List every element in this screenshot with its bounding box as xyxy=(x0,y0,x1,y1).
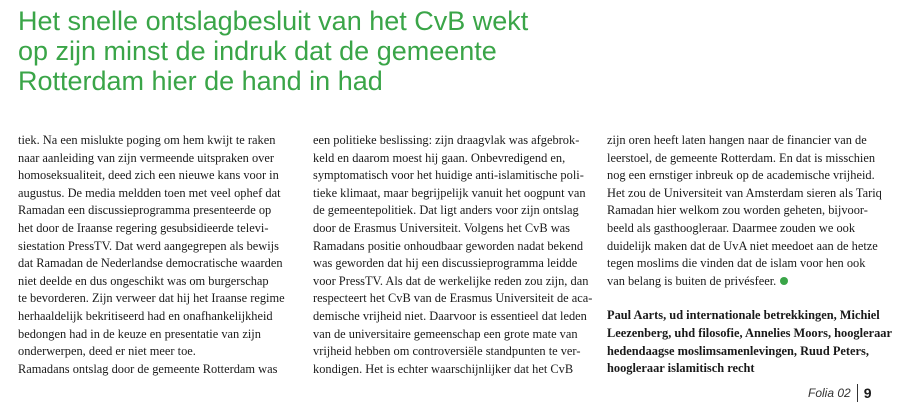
text-line: te bevorderen. Zijn verweer dat hij het Iraanse regime xyxy=(18,291,285,306)
text-line: tieke klimaat, maar begrijpelijk vanuit het oogpunt van xyxy=(313,185,586,200)
text-line: keld en daarom moest hij gaan. Onbevredigend en, xyxy=(313,150,566,165)
text-line: bedongen had in de keuze en presentatie van zijn xyxy=(18,326,261,341)
text-line: respecteert het CvB van de Erasmus Universiteit de aca- xyxy=(313,291,593,306)
text-line-last xyxy=(607,273,892,291)
text-line: Ramadan hier welkom zou worden geheten, bijvoor- xyxy=(607,203,868,218)
text-line: tegen moslims die vinden dat de islam voor hen ook xyxy=(607,256,866,271)
text-line: duidelijk maken dat de UvA niet meedoet aan de hetze xyxy=(607,238,878,253)
text-line-content: van belang is buiten de privésfeer. xyxy=(607,273,777,288)
article-column-2 xyxy=(313,132,595,378)
text-line: symptomatisch voor het huidige anti-islamitische poli- xyxy=(313,168,584,183)
text-line: kondigen. Het is echter waarschijnlijker dat het CvB xyxy=(313,361,574,376)
text-line: Ramadan een discussieprogramma presenteerde op xyxy=(18,203,272,218)
text-line: leerstoel, de gemeente Rotterdam. En dat is misschien xyxy=(607,150,876,165)
text-line: demische vrijheid niet. Daarvoor is essentieel dat leden xyxy=(313,308,587,323)
text-line: tiek. Na een mislukte poging om hem kwijt te raken xyxy=(18,133,276,147)
headline-line: Rotterdam hier de hand in had xyxy=(18,66,383,96)
text-line: dat Ramadan de Nederlandse democratische waarden xyxy=(18,256,283,271)
text-line: nog een ernstiger inbreuk op de academische vrijheid. xyxy=(607,168,875,183)
text-line: siestation PressTV. Dat werd aangegrepen als bewijs xyxy=(18,238,279,253)
article-column-3 xyxy=(607,132,892,378)
headline xyxy=(18,6,618,96)
article-column-1 xyxy=(18,132,298,378)
headline-line: Het snelle ontslagbesluit van het CvB wekt xyxy=(18,6,529,36)
text-line: Ramadans positie onhoudbaar geworden nadat bekend xyxy=(313,238,584,253)
author-line: hedendaagse moslimsamenlevingen, Ruud Peters, xyxy=(607,343,869,358)
text-line: van de universitaire gemeenschap een grote mate van xyxy=(313,326,578,341)
page-number: 9 xyxy=(863,385,872,401)
author-line: Paul Aarts, ud internationale betrekkingen, Michiel xyxy=(607,308,880,323)
text-line: onderwerpen, deed er niet meer toe. xyxy=(18,344,196,359)
text-line: voor PressTV. Als dat de werkelijke reden zou zijn, dan xyxy=(313,273,589,288)
text-line: herhaaldelijk bekritiseerd had en onafhankelijkheid xyxy=(18,308,273,323)
footer-divider xyxy=(857,384,858,402)
author-line: Leezenberg, uhd filosofie, Annelies Moors, hoogleraar xyxy=(607,325,892,340)
text-line: naar aanleiding van zijn vermeende uitspraken over xyxy=(18,150,274,165)
text-line: was geworden dat hij een discussieprogramma leidde xyxy=(313,256,578,271)
text-line: Het zou de Universiteit van Amsterdam sieren als Tariq xyxy=(607,185,882,200)
text-line: een politieke beslissing: zijn draagvlak was afgebrok- xyxy=(313,133,580,147)
text-line: door de Erasmus Universiteit. Volgens het CvB was xyxy=(313,220,570,235)
publication-name: Folia 02 xyxy=(808,386,851,400)
text-line: vrijheid hebben om controversiële standpunten te ver- xyxy=(313,344,581,359)
text-line: beeld als gasthoogleraar. Daarmee zouden we ook xyxy=(607,220,856,235)
text-line: het door de Iraanse regering gesubsidieerde televi- xyxy=(18,220,269,235)
author-line: hoogleraar islamitisch recht xyxy=(607,361,755,376)
headline-line: op zijn minst de indruk dat de gemeente xyxy=(18,36,497,66)
text-line: homoseksualiteit, deed zich een nieuwe kans voor in xyxy=(18,168,279,183)
text-line: de gemeentepolitiek. Dat ligt anders voor zijn ontslag xyxy=(313,203,579,218)
text-line: augustus. De media meldden toen met veel ophef dat xyxy=(18,185,281,200)
green-dot-icon xyxy=(780,277,788,285)
page-footer xyxy=(808,382,872,404)
text-line: Ramadans ontslag door de gemeente Rotterdam was xyxy=(18,361,278,376)
text-line: niet deelde en dus ongeschikt was om burgerschap xyxy=(18,273,269,288)
text-line: zijn oren heeft laten hangen naar de financier van de xyxy=(607,133,867,147)
author-signature xyxy=(607,307,892,377)
